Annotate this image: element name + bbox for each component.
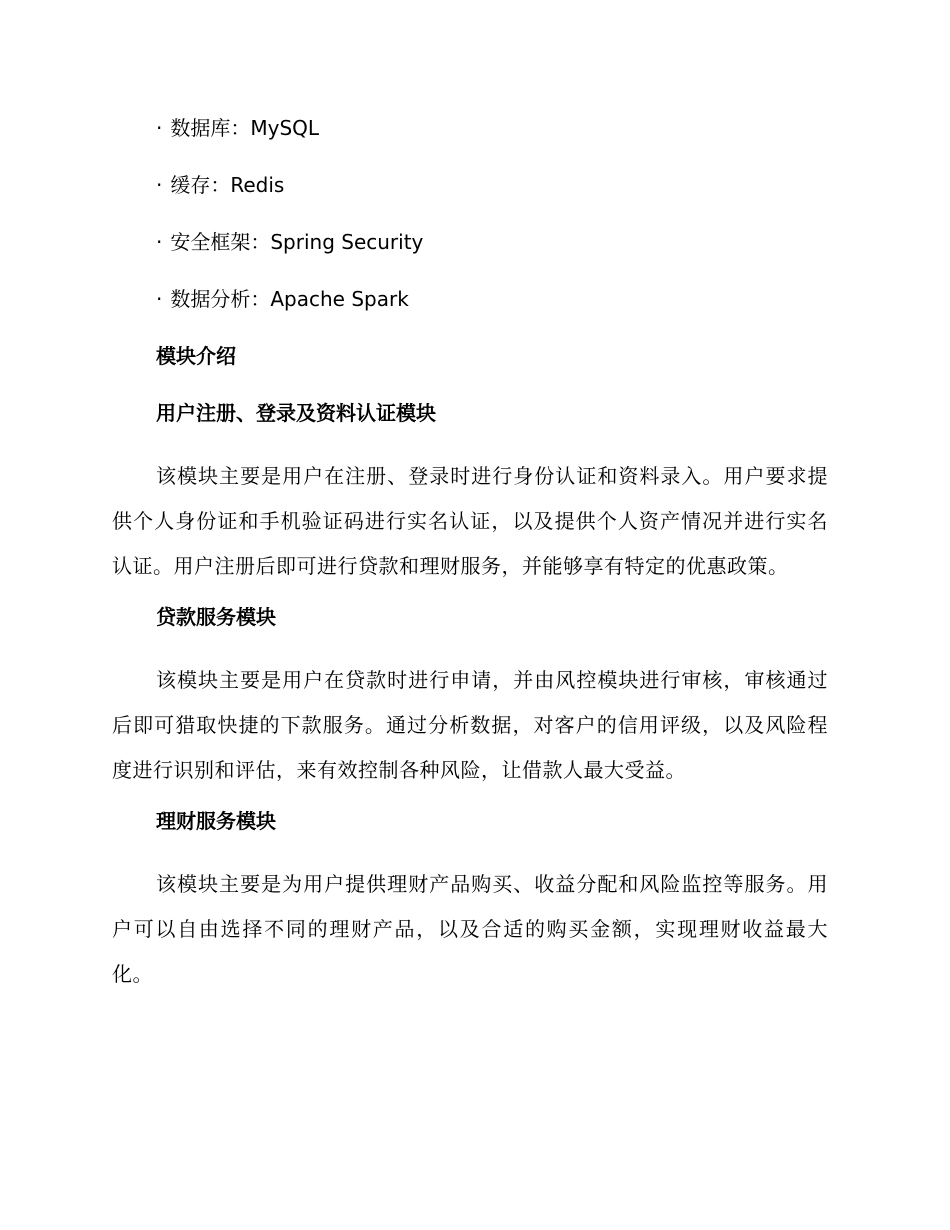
bullet-data-analysis — [156, 283, 828, 316]
bullet-cache — [156, 169, 828, 202]
bullet-marker: · — [156, 230, 163, 254]
document-content — [112, 112, 828, 1009]
bullet-marker: · — [156, 287, 163, 311]
bullet-database — [156, 112, 828, 145]
module-title-loan-service: 贷款服务模块 — [156, 605, 276, 629]
module-body-wealth-service: 该模块主要是为用户提供理财产品购买、收益分配和风险监控等服务。用户可以自由选择不同的理财产品，以及合适的购买金额，实现理财收益最大化。 — [112, 872, 828, 986]
module-title-user-registration: 用户注册、登录及资料认证模块 — [156, 401, 436, 425]
bullet-marker: · — [156, 116, 163, 140]
section-title: 模块介绍 — [156, 344, 236, 368]
module-body-loan-service: 该模块主要是用户在贷款时进行申请，并由风控模块进行审核，审核通过后即可猎取快捷的下款服务。通过分析数据，对客户的信用评级，以及风险程度进行识别和评估，来有效控制各种风险，让借款人最大受益。 — [112, 668, 828, 782]
module-body-user-registration: 该模块主要是用户在注册、登录时进行身份认证和资料录入。用户要求提供个人身份证和手机验证码进行实名认证，以及提供个人资产情况并进行实名认证。用户注册后即可进行贷款和理财服务，并能够享有特定的优惠政策。 — [112, 464, 828, 578]
bullet-text: 数据库：MySQL — [170, 116, 320, 140]
bullet-text: 安全框架：Spring Security — [170, 230, 424, 254]
bullet-marker: · — [156, 173, 163, 197]
module-title-wealth-service: 理财服务模块 — [156, 809, 276, 833]
bullet-text: 数据分析：Apache Spark — [170, 287, 409, 311]
bullet-security-framework — [156, 226, 828, 259]
bullet-text: 缓存：Redis — [170, 173, 285, 197]
